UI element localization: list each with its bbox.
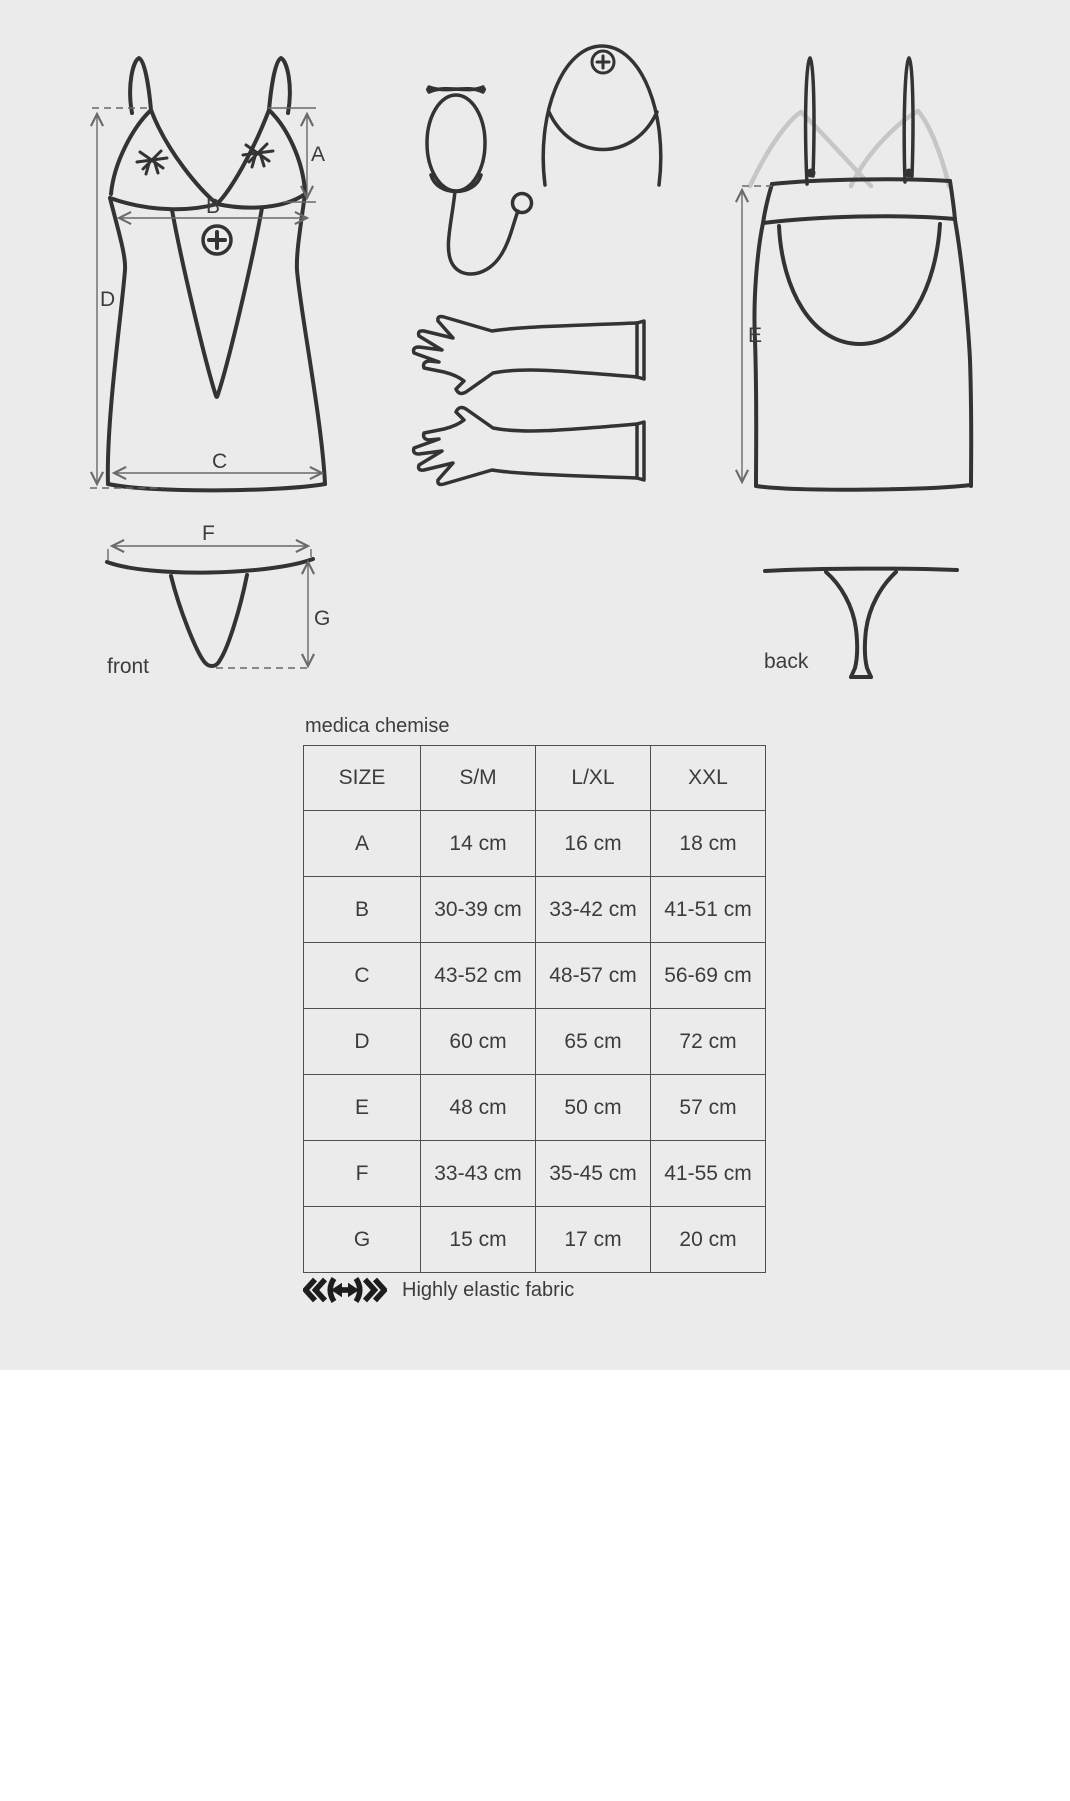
value-cell: 15 cm	[421, 1207, 536, 1273]
dim-label-d: D	[100, 288, 116, 311]
value-cell: 16 cm	[536, 811, 651, 877]
bow-left-icon	[137, 151, 167, 174]
value-cell: 72 cm	[651, 1009, 766, 1075]
strap-right	[904, 58, 913, 182]
dim-label-b: B	[206, 195, 221, 218]
chemise-front-drawing	[108, 58, 325, 490]
dim-cell: E	[304, 1075, 421, 1141]
value-cell: 48 cm	[421, 1075, 536, 1141]
page-title: medica chemise	[305, 715, 450, 737]
nurse-cap-drawing	[543, 46, 661, 185]
table-row	[304, 1009, 766, 1075]
dim-label-a: A	[311, 143, 326, 166]
value-cell: 30-39 cm	[421, 877, 536, 943]
dim-label-e: E	[748, 324, 763, 347]
col-header-sm: S/M	[421, 746, 536, 811]
dim-cell: B	[304, 877, 421, 943]
chemise-back-drawing	[750, 58, 971, 490]
value-cell: 20 cm	[651, 1207, 766, 1273]
dimension-lines-front	[90, 108, 322, 488]
stethoscope-chestpiece	[513, 194, 532, 213]
value-cell: 48-57 cm	[536, 943, 651, 1009]
medical-cross-icon	[592, 51, 614, 73]
dimension-lines-panty	[108, 546, 311, 668]
value-cell: 33-42 cm	[536, 877, 651, 943]
value-cell: 41-55 cm	[651, 1141, 766, 1207]
dimension-labels	[100, 143, 809, 678]
value-cell: 33-43 cm	[421, 1141, 536, 1207]
value-cell: 50 cm	[536, 1075, 651, 1141]
table-row	[304, 877, 766, 943]
col-header-xxl: XXL	[651, 746, 766, 811]
view-label-front: front	[107, 655, 150, 678]
table-header-row	[304, 746, 766, 811]
value-cell: 57 cm	[651, 1075, 766, 1141]
value-cell: 65 cm	[536, 1009, 651, 1075]
dim-cell: D	[304, 1009, 421, 1075]
glove-top	[414, 317, 644, 394]
value-cell: 41-51 cm	[651, 877, 766, 943]
dim-label-f: F	[202, 522, 215, 545]
value-cell: 56-69 cm	[651, 943, 766, 1009]
dim-cell: A	[304, 811, 421, 877]
gloves-drawing	[414, 317, 644, 485]
fabric-note-text: Highly elastic fabric	[402, 1278, 575, 1301]
elastic-stretch-arrows-icon	[303, 1277, 387, 1303]
col-header-size: SIZE	[304, 746, 421, 811]
table-row	[304, 943, 766, 1009]
strap-right	[269, 58, 290, 113]
size-table	[303, 745, 766, 1273]
glove-bottom	[414, 408, 644, 485]
dim-label-g: G	[314, 607, 331, 630]
dim-label-c: C	[212, 450, 228, 473]
medical-cross-icon	[203, 226, 231, 254]
value-cell: 14 cm	[421, 811, 536, 877]
value-cell: 43-52 cm	[421, 943, 536, 1009]
value-cell: 17 cm	[536, 1207, 651, 1273]
table-row	[304, 1075, 766, 1141]
dim-cell: F	[304, 1141, 421, 1207]
panty-front-drawing	[107, 559, 313, 666]
value-cell: 60 cm	[421, 1009, 536, 1075]
stethoscope-drawing	[426, 87, 532, 275]
value-cell: 35-45 cm	[536, 1141, 651, 1207]
value-cell: 18 cm	[651, 811, 766, 877]
open-back-u	[779, 224, 940, 344]
strap-left	[130, 58, 151, 113]
table-row	[304, 1207, 766, 1273]
dim-cell: G	[304, 1207, 421, 1273]
table-row	[304, 1141, 766, 1207]
table-row	[304, 811, 766, 877]
col-header-lxl: L/XL	[536, 746, 651, 811]
view-label-back: back	[764, 650, 809, 673]
ghost-cups	[750, 111, 949, 186]
fabric-note	[303, 1277, 574, 1303]
dim-cell: C	[304, 943, 421, 1009]
bow-right-icon	[243, 144, 273, 167]
